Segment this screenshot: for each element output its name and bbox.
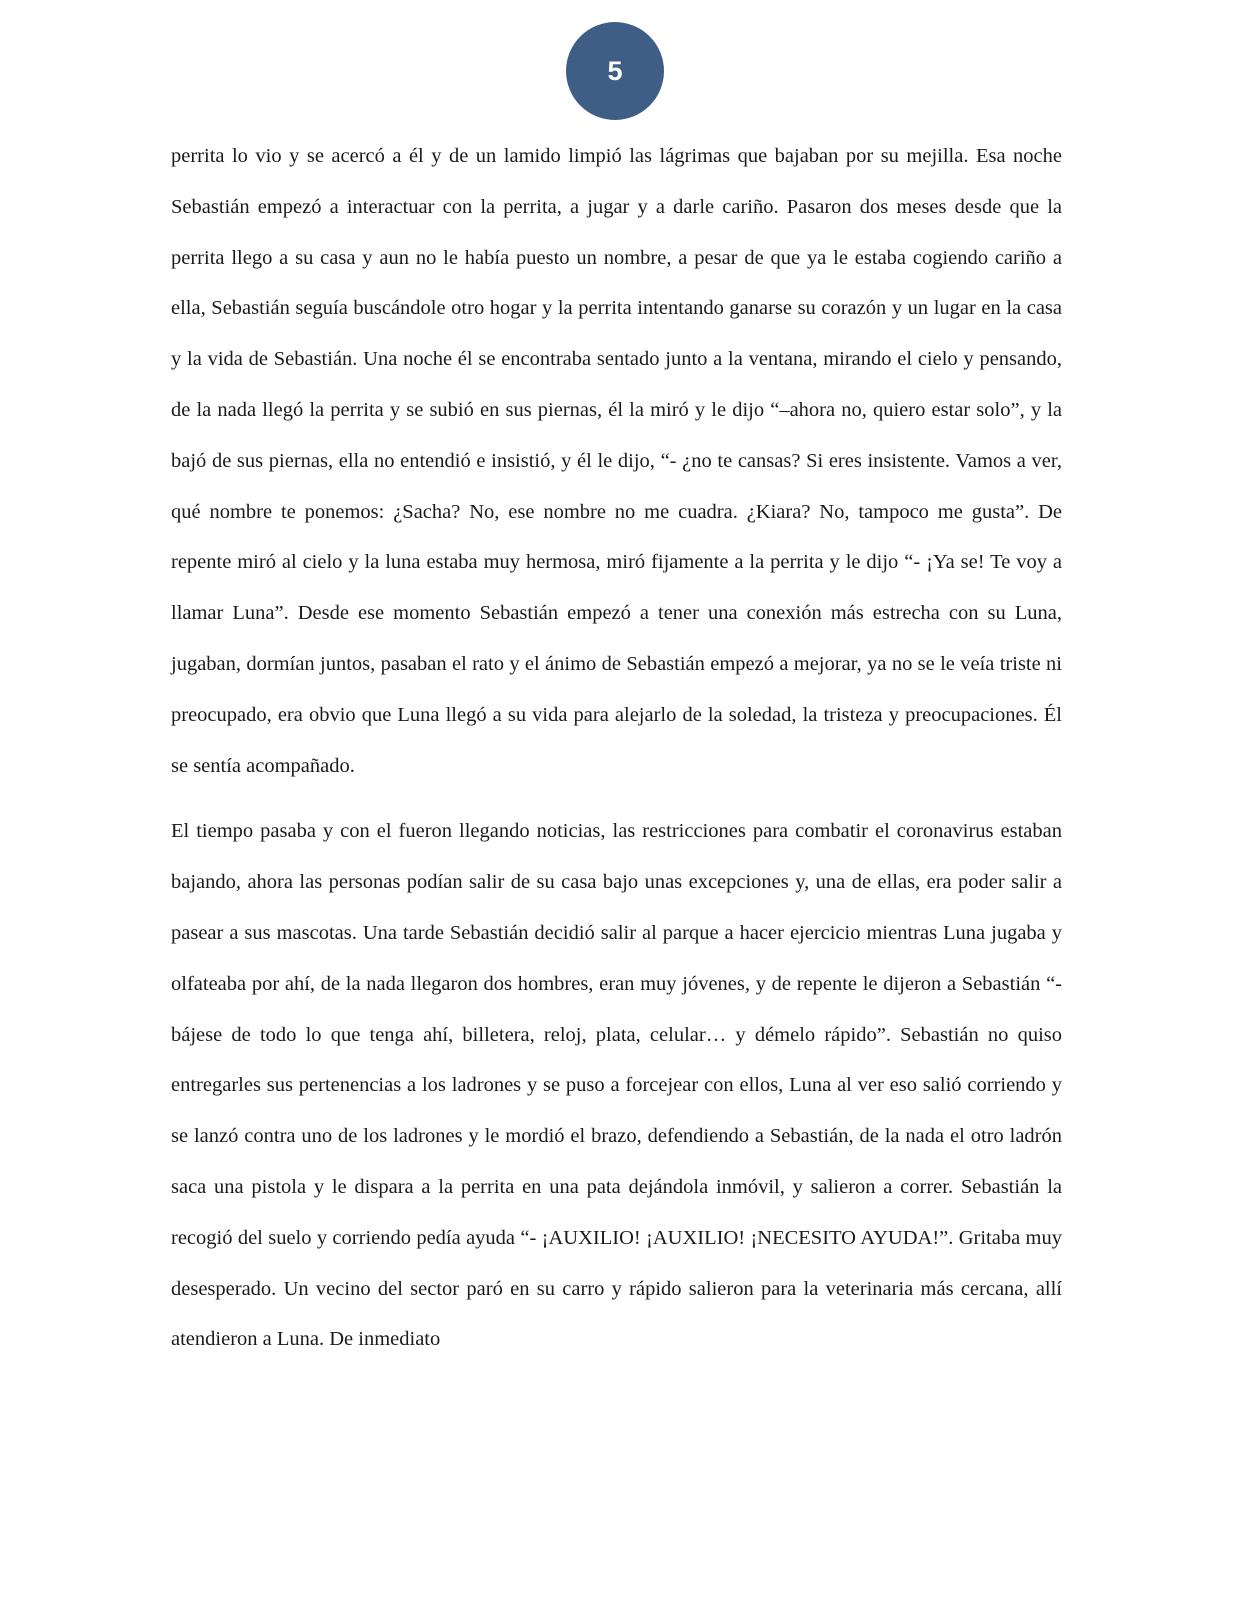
page-number-badge (566, 22, 664, 120)
document-body (171, 131, 1062, 1365)
paragraph-2: El tiempo pasaba y con el fueron llegando noticias, las restricciones para combatir el coronavirus estaban bajando, ahora las personas podían salir de su casa bajo unas excepciones y, una de ellas, era poder salir a pasear a sus mascotas. Una tarde Sebastián decidió salir al parque a hacer ejercicio mientras Luna jugaba y olfateaba por ahí, de la nada llegaron dos hombres, eran muy jóvenes, y de repente le dijeron a Sebastián “- bájese de todo lo que tenga ahí, billetera, reloj, plata, celular… y démelo rápido”. Sebastián no quiso entregarles sus pertenencias a los ladrones y se puso a forcejear con ellos, Luna al ver eso salió corriendo y se lanzó contra uno de los ladrones y le mordió el brazo, defendiendo a Sebastián, de la nada el otro ladrón saca una pistola y le dispara a la perrita en una pata dejándola inmóvil, y salieron a correr. Sebastián la recogió del suelo y corriendo pedía ayuda “- ¡AUXILIO! ¡AUXILIO! ¡NECESITO AYUDA!”. Gritaba muy desesperado. Un vecino del sector paró en su carro y rápido salieron para la veterinaria más cercana, allí atendieron a Luna. De inmediato (171, 820, 1062, 1351)
page-number: 5 (607, 55, 623, 86)
paragraph-1: perrita lo vio y se acercó a él y de un lamido limpió las lágrimas que bajaban por su mejilla. Esa noche Sebastián empezó a interactuar con la perrita, a jugar y a darle cariño. Pasaron dos meses desde que la perrita llego a su casa y aun no le había puesto un nombre, a pesar de que ya le estaba cogiendo cariño a ella, Sebastián seguía buscándole otro hogar y la perrita intentando ganarse su corazón y un lugar en la casa y la vida de Sebastián. Una noche él se encontraba sentado junto a la ventana, mirando el cielo y pensando, de la nada llegó la perrita y se subió en sus piernas, él la miró y le dijo “–ahora no, quiero estar solo”, y la bajó de sus piernas, ella no entendió e insistió, y él le dijo, “- ¿no te cansas? Si eres insistente. Vamos a ver, qué nombre te ponemos: ¿Sacha? No, ese nombre no me cuadra. ¿Kiara? No, tampoco me gusta”. De repente miró al cielo y la luna estaba muy hermosa, miró fijamente a la perrita y le dijo “- ¡Ya se! Te voy a llamar Luna”. Desde ese momento Sebastián empezó a tener una conexión más estrecha con su Luna, jugaban, dormían juntos, pasaban el rato y el ánimo de Sebastián empezó a mejorar, ya no se le veía triste ni preocupado, era obvio que Luna llegó a su vida para alejarlo de la soledad, la tristeza y preocupaciones. Él se sentía acompañado. (171, 145, 1062, 777)
